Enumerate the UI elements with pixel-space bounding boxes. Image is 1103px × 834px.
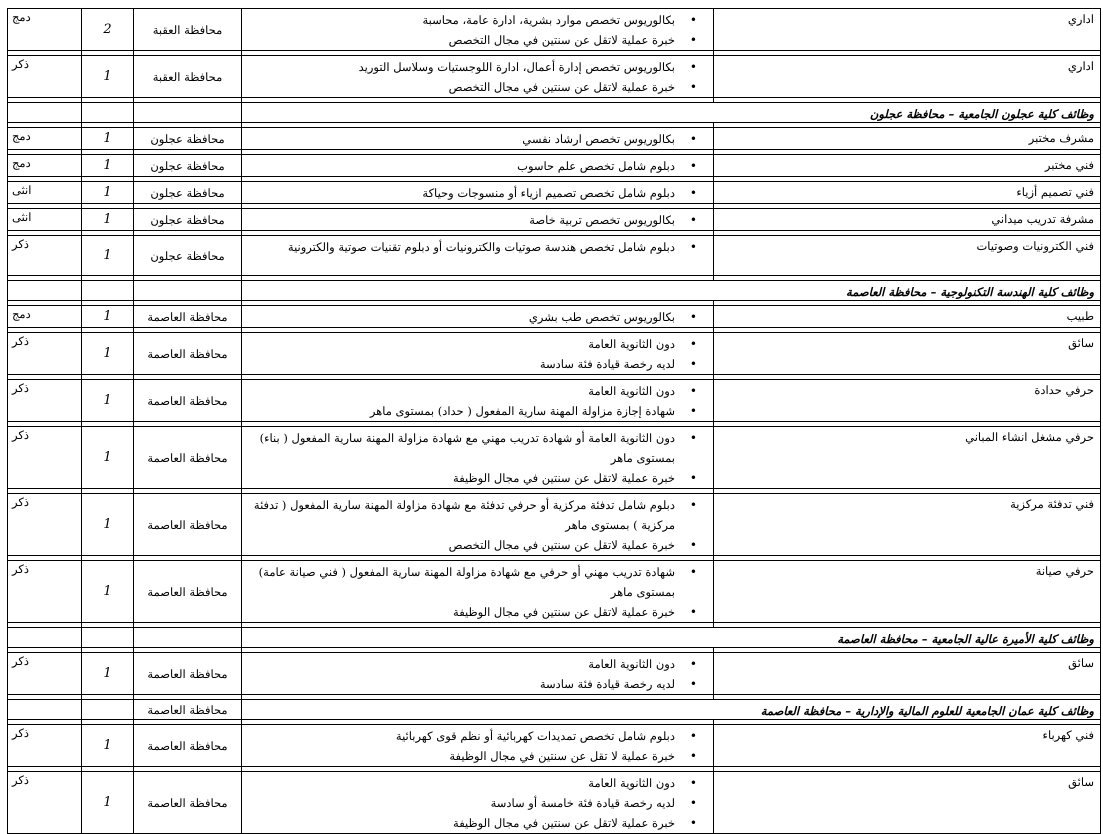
job-row — [8, 725, 1101, 767]
job-gender: انثى — [8, 209, 82, 231]
job-gender: ذكر — [8, 236, 82, 276]
job-location: محافظة العاصمة — [134, 561, 242, 623]
requirement-item: • شهادة تدريب مهني أو حرفي مع شهادة مزاولة المهنة سارية المفعول ( فني صيانة عامة) بمستوى ماهر — [242, 562, 709, 602]
job-location: محافظة عجلون — [134, 209, 242, 231]
job-row — [8, 333, 1101, 375]
requirement-item: • خبرة عملية لاتقل عن سنتين في مجال التخصص — [242, 30, 709, 50]
requirement-item: • دون الثانوية العامة — [242, 334, 709, 354]
job-row — [8, 772, 1101, 834]
requirements-list — [242, 183, 709, 203]
requirement-item: • خبرة عملية لاتقل عن سنتين في مجال الوظيفة — [242, 468, 709, 488]
job-gender: ذكر — [8, 494, 82, 556]
job-requirements — [242, 9, 714, 51]
job-requirements — [242, 333, 714, 375]
requirements-list — [242, 726, 709, 766]
job-location: محافظة العقبة — [134, 9, 242, 51]
job-title: فني كهرباء — [714, 725, 1101, 767]
job-count: 1 — [82, 56, 134, 98]
requirement-item: • دبلوم شامل تخصص هندسة صوتيات والكترونيات أو دبلوم تقنيات صوتية والكترونية — [242, 237, 709, 257]
job-gender: ذكر — [8, 653, 82, 695]
jobs-table — [7, 8, 1101, 834]
job-count: 1 — [82, 209, 134, 231]
requirements-list — [242, 156, 709, 176]
job-location: محافظة العاصمة — [134, 427, 242, 489]
job-gender: ذكر — [8, 725, 82, 767]
requirement-item: • خبرة عملية لا تقل عن سنتين في مجال الوظيفة — [242, 746, 709, 766]
empty-cell — [82, 103, 134, 123]
job-count: 1 — [82, 494, 134, 556]
job-title: سائق — [714, 653, 1101, 695]
job-gender: ذكر — [8, 333, 82, 375]
empty-cell — [8, 628, 82, 648]
job-location: محافظة العاصمة — [134, 333, 242, 375]
section-title: وظائف كلية عجلون الجامعية – محافظة عجلون — [242, 103, 1101, 123]
job-requirements — [242, 209, 714, 231]
requirements-list — [242, 562, 709, 622]
job-row — [8, 306, 1101, 328]
job-count: 1 — [82, 306, 134, 328]
requirements-list — [242, 654, 709, 694]
empty-cell — [8, 281, 82, 301]
job-count: 1 — [82, 380, 134, 422]
job-title: اداري — [714, 56, 1101, 98]
empty-cell — [8, 700, 82, 720]
job-requirements — [242, 128, 714, 150]
empty-cell — [82, 628, 134, 648]
job-title: فني تصميم أزياء — [714, 182, 1101, 204]
job-count: 1 — [82, 155, 134, 177]
requirements-list — [242, 495, 709, 555]
job-count: 1 — [82, 236, 134, 276]
requirement-item: • بكالوريوس تخصص موارد بشرية، ادارة عامة، محاسبة — [242, 10, 709, 30]
job-gender: ذكر — [8, 427, 82, 489]
requirement-item: • لديه رخصة قيادة فئة خامسة أو سادسة — [242, 793, 709, 813]
job-title: حرفي حدادة — [714, 380, 1101, 422]
job-row — [8, 56, 1101, 98]
job-location: محافظة العقبة — [134, 56, 242, 98]
job-gender: دمج — [8, 306, 82, 328]
job-row — [8, 427, 1101, 489]
job-location: محافظة عجلون — [134, 128, 242, 150]
job-count: 1 — [82, 182, 134, 204]
requirement-item: • دبلوم شامل تخصص تصميم ازياء أو منسوجات وحياكة — [242, 183, 709, 203]
job-title: طبيب — [714, 306, 1101, 328]
section-location — [134, 103, 242, 123]
job-title: فني الكترونيات وصوتيات — [714, 236, 1101, 276]
section-header-row — [8, 281, 1101, 301]
job-count: 1 — [82, 725, 134, 767]
job-location: محافظة العاصمة — [134, 772, 242, 834]
job-requirements — [242, 380, 714, 422]
section-title: وظائف كلية الهندسة التكنولوجية – محافظة العاصمة — [242, 281, 1101, 301]
job-gender: انثى — [8, 182, 82, 204]
empty-cell — [8, 103, 82, 123]
job-gender: ذكر — [8, 772, 82, 834]
requirements-list — [242, 773, 709, 833]
job-location: محافظة عجلون — [134, 236, 242, 276]
requirement-item: • لديه رخصة قيادة فئة سادسة — [242, 674, 709, 694]
job-count: 2 — [82, 9, 134, 51]
job-requirements — [242, 725, 714, 767]
requirement-item: • بكالوريوس تخصص ارشاد نفسي — [242, 129, 709, 149]
empty-cell — [82, 700, 134, 720]
job-location: محافظة العاصمة — [134, 494, 242, 556]
job-row — [8, 653, 1101, 695]
job-title: اداري — [714, 9, 1101, 51]
requirement-item: • دون الثانوية العامة — [242, 773, 709, 793]
job-count: 1 — [82, 333, 134, 375]
requirement-item: • بكالوريوس تخصص تربية خاصة — [242, 210, 709, 230]
job-location: محافظة العاصمة — [134, 653, 242, 695]
requirements-list — [242, 129, 709, 149]
job-count: 1 — [82, 561, 134, 623]
section-title: وظائف كلية الأميرة عالية الجامعية – محافظة العاصمة — [242, 628, 1101, 648]
job-title: سائق — [714, 772, 1101, 834]
job-location: محافظة العاصمة — [134, 306, 242, 328]
requirements-list — [242, 334, 709, 374]
section-location — [134, 281, 242, 301]
requirements-list — [242, 57, 709, 97]
requirement-item: • دبلوم شامل تخصص علم حاسوب — [242, 156, 709, 176]
job-title: مشرف مختبر — [714, 128, 1101, 150]
requirement-item: • خبرة عملية لاتقل عن سنتين في مجال الوظيفة — [242, 813, 709, 833]
job-title: حرفي صيانة — [714, 561, 1101, 623]
job-title: حرفي مشغل انشاء المباني — [714, 427, 1101, 489]
requirement-item: • دون الثانوية العامة أو شهادة تدريب مهني مع شهادة مزاولة المهنة سارية المفعول ( بناء) بمستوى ماهر — [242, 428, 709, 468]
job-location: محافظة العاصمة — [134, 725, 242, 767]
job-title: سائق — [714, 333, 1101, 375]
section-title: وظائف كلية عمان الجامعية للعلوم المالية والإدارية – محافظة العاصمة — [242, 700, 1101, 720]
job-count: 1 — [82, 128, 134, 150]
job-requirements — [242, 653, 714, 695]
requirements-list — [242, 428, 709, 488]
job-gender: ذكر — [8, 561, 82, 623]
requirements-list — [242, 10, 709, 50]
job-location: محافظة عجلون — [134, 155, 242, 177]
job-requirements — [242, 56, 714, 98]
job-requirements — [242, 236, 714, 276]
empty-cell — [82, 281, 134, 301]
job-row — [8, 9, 1101, 51]
job-gender: دمج — [8, 128, 82, 150]
requirement-item: • لديه رخصة قيادة فئة سادسة — [242, 354, 709, 374]
requirement-item: • خبرة عملية لاتقل عن سنتين في مجال التخصص — [242, 535, 709, 555]
job-requirements — [242, 561, 714, 623]
job-row — [8, 236, 1101, 276]
job-title: فني مختبر — [714, 155, 1101, 177]
job-gender: دمج — [8, 9, 82, 51]
job-row — [8, 494, 1101, 556]
section-header-row — [8, 700, 1101, 720]
job-title: فني تدفئة مركزية — [714, 494, 1101, 556]
job-row — [8, 182, 1101, 204]
job-row — [8, 380, 1101, 422]
job-row — [8, 209, 1101, 231]
requirements-list — [242, 307, 709, 327]
section-header-row — [8, 628, 1101, 648]
requirement-item: • بكالوريوس تخصص طب بشري — [242, 307, 709, 327]
job-requirements — [242, 772, 714, 834]
section-location — [134, 628, 242, 648]
requirements-list — [242, 381, 709, 421]
section-location: محافظة العاصمة — [134, 700, 242, 720]
requirement-item: • خبرة عملية لاتقل عن سنتين في مجال الوظيفة — [242, 602, 709, 622]
job-count: 1 — [82, 653, 134, 695]
job-location: محافظة العاصمة — [134, 380, 242, 422]
jobs-table-body — [8, 9, 1101, 834]
requirement-item: • دون الثانوية العامة — [242, 654, 709, 674]
job-row — [8, 561, 1101, 623]
job-requirements — [242, 306, 714, 328]
requirement-item: • دون الثانوية العامة — [242, 381, 709, 401]
job-count: 1 — [82, 427, 134, 489]
job-requirements — [242, 182, 714, 204]
job-requirements — [242, 427, 714, 489]
job-count: 1 — [82, 772, 134, 834]
requirement-item: • دبلوم شامل تدفئة مركزية أو حرفي تدفئة مع شهادة مزاولة المهنة سارية المفعول ( تدفئة مركزية ) بمستوى ماهر — [242, 495, 709, 535]
job-row — [8, 128, 1101, 150]
job-location: محافظة عجلون — [134, 182, 242, 204]
section-header-row — [8, 103, 1101, 123]
requirements-list — [242, 210, 709, 230]
job-requirements — [242, 155, 714, 177]
requirement-item: • بكالوريوس تخصص إدارة أعمال، ادارة اللوجستيات وسلاسل التوريد — [242, 57, 709, 77]
requirement-item: • شهادة إجازة مزاولة المهنة سارية المفعول ( حداد) بمستوى ماهر — [242, 401, 709, 421]
job-gender: ذكر — [8, 380, 82, 422]
job-gender: دمج — [8, 155, 82, 177]
job-row — [8, 155, 1101, 177]
requirement-item: • خبرة عملية لاتقل عن سنتين في مجال التخصص — [242, 77, 709, 97]
requirements-list — [242, 237, 709, 257]
job-title: مشرفة تدريب ميداني — [714, 209, 1101, 231]
requirement-item: • دبلوم شامل تخصص تمديدات كهربائية أو نظم قوى كهربائية — [242, 726, 709, 746]
job-gender: ذكر — [8, 56, 82, 98]
job-requirements — [242, 494, 714, 556]
